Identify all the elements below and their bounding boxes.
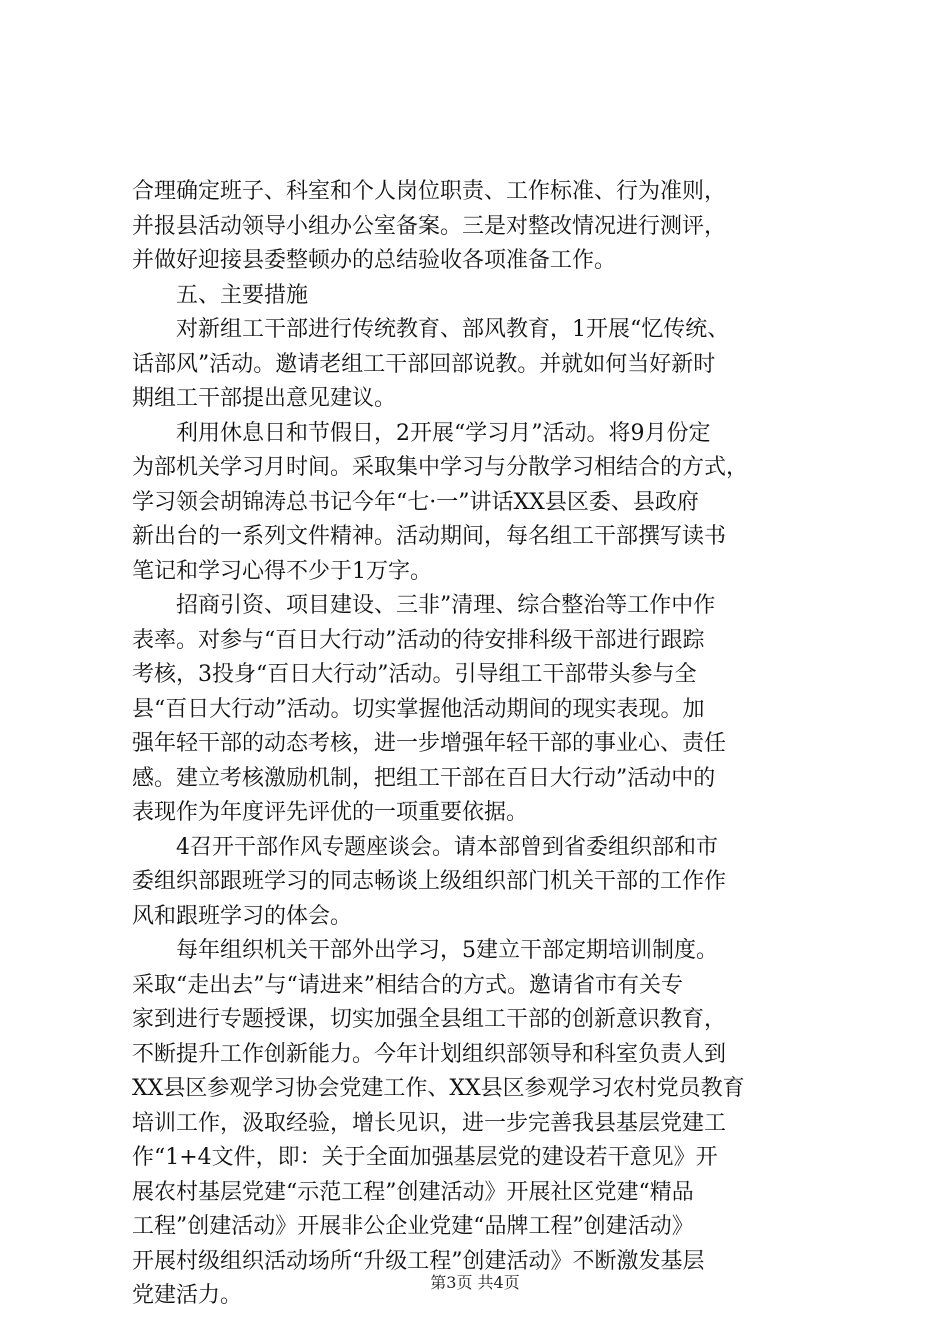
text-line: 学习领会胡锦涛总书记今年“七·一”讲话XX县区委、县政府 — [132, 489, 699, 515]
text-line: 作“1+4文件，即：关于全面加强基层党的建设若干意见》开 — [132, 1145, 718, 1170]
text-line: 培训工作，汲取经验，增长见识，进一步完善我县基层党建工 — [132, 1110, 727, 1136]
text-line: 合理确定班子、科室和个人岗位职责、工作标准、行为准则， — [132, 179, 727, 204]
paragraph — [132, 934, 832, 1314]
text-line: 利用休息日和节假日，2开展“学习月”活动。将9月份定 — [176, 420, 711, 446]
text-line: 展农村基层党建“示范工程”创建活动》开展社区党建“精品 — [132, 1179, 694, 1205]
text-line: 考核，3投身“百日大行动”活动。引导组工干部带头参与全 — [132, 662, 697, 687]
text-line: 开展村级组织活动场所“升级工程”创建活动》不断激发基层 — [132, 1248, 705, 1274]
text-line: 并做好迎接县委整顿办的总结验收各项准备工作。 — [132, 248, 617, 273]
text-line: 笔记和学习心得不少于1万字。 — [132, 558, 432, 584]
text-line: 新出台的一系列文件精神。活动期间，每名组工干部撰写读书 — [132, 524, 727, 549]
paragraph — [132, 313, 832, 417]
paragraph — [132, 175, 832, 279]
text-line: 话部风”活动。邀请老组工干部回部说教。并就如何当好新时 — [132, 351, 716, 377]
paragraph — [132, 589, 832, 831]
text-line: 党建活力。 — [132, 1283, 243, 1308]
text-line: 强年轻干部的动态考核，进一步增强年轻干部的事业心、责任 — [132, 731, 727, 756]
text-line: 4召开干部作风专题座谈会。请本部曾到省委组织部和市 — [176, 834, 718, 860]
text-line: 每年组织机关干部外出学习，5建立干部定期培训制度。 — [176, 938, 718, 963]
text-line: 县“百日大行动”活动。切实掌握他活动期间的现实表现。加 — [132, 696, 705, 722]
text-line: 不断提升工作创新能力。今年计划组织部领导和科室负责人到 — [132, 1041, 727, 1067]
text-line: 并报县活动领导小组办公室备案。三是对整改情况进行测评， — [132, 213, 727, 239]
text-line: 感。建立考核激励机制，把组工干部在百日大行动”活动中的 — [132, 765, 716, 791]
text-line: 委组织部跟班学习的同志畅谈上级组织部门机关干部的工作作 — [132, 869, 727, 894]
text-line: 采取“走出去”与“请进来”相结合的方式。邀请省市有关专 — [132, 972, 683, 998]
text-line: 风和跟班学习的体会。 — [132, 903, 353, 929]
text-line: 招商引资、项目建设、三非”清理、综合整治等工作中作 — [176, 593, 716, 618]
paragraph — [132, 279, 832, 314]
document-body — [132, 175, 832, 1314]
text-line: 家到进行专题授课，切实加强全县组工干部的创新意识教育， — [132, 1007, 727, 1032]
text-line: 对新组工干部进行传统教育、部风教育，1开展“忆传统、 — [176, 317, 730, 342]
page-footer: 第3页 共4页 — [430, 1273, 520, 1292]
text-line: 表率。对参与“百日大行动”活动的待安排科级干部进行跟踪 — [132, 627, 705, 653]
text-line: 五、主要措施 — [176, 282, 309, 308]
text-line: 工程”创建活动》开展非公企业党建“品牌工程”创建活动》 — [132, 1214, 694, 1239]
paragraph — [132, 417, 832, 590]
text-line: 为部机关学习月时间。采取集中学习与分散学习相结合的方式， — [132, 455, 749, 480]
text-line: 表现作为年度评先评优的一项重要依据。 — [132, 800, 529, 825]
text-line: 期组工干部提出意见建议。 — [132, 386, 397, 411]
paragraph — [132, 831, 832, 935]
text-line: XX县区参观学习协会党建工作、XX县区参观学习农村党员教育 — [132, 1076, 745, 1101]
